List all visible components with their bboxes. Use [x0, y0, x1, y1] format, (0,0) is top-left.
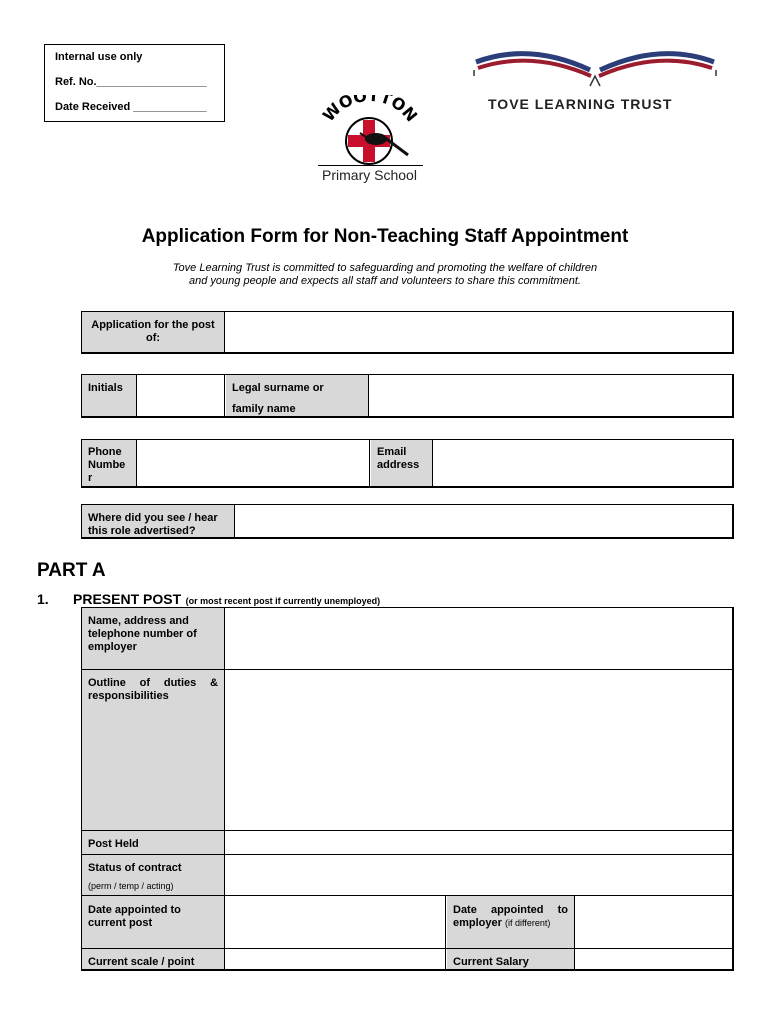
employer-input[interactable] [226, 608, 732, 669]
phone-label: Phone Numbe r [88, 446, 126, 484]
status-note: (perm / temp / acting) [88, 881, 174, 891]
section-number: 1. [37, 591, 49, 607]
surname-label-cell [226, 375, 369, 416]
duties-label-cell [82, 670, 225, 830]
surname-label-line1: Legal surname or [232, 382, 324, 394]
duties-label: Outline of duties & responsibilities [88, 677, 218, 702]
advert-label-cell [82, 505, 235, 537]
date-employer-label-cell [447, 896, 575, 948]
salary-input[interactable] [576, 949, 732, 969]
post-held-input[interactable] [226, 831, 732, 854]
trust-name: TOVE LEARNING TRUST [488, 96, 673, 112]
date-employer-note: (if different) [504, 918, 551, 928]
phone-input[interactable] [138, 440, 370, 486]
school-crest-icon [312, 95, 427, 170]
open-book-icon [470, 40, 720, 90]
date-current-label-cell [82, 896, 225, 948]
school-name: Primary School [322, 167, 417, 183]
internal-use-box [44, 44, 225, 122]
post-input[interactable] [226, 312, 732, 352]
phone-label-cell [82, 440, 137, 486]
post-row [81, 311, 734, 354]
ref-no-field[interactable]: Ref. No.__________________ [55, 76, 207, 88]
scale-input[interactable] [226, 949, 446, 969]
initials-label: Initials [88, 382, 123, 394]
date-employer-input[interactable] [576, 896, 732, 948]
internal-use-title: Internal use only [55, 51, 143, 63]
tove-trust-logo [470, 40, 720, 115]
present-post-table [81, 607, 734, 971]
duties-row [82, 669, 732, 830]
duties-input[interactable] [226, 670, 732, 830]
date-current-input[interactable] [226, 896, 446, 948]
date-received-field[interactable]: Date Received ____________ [55, 101, 207, 113]
status-row [82, 854, 732, 895]
dates-row [82, 895, 732, 948]
advert-input[interactable] [236, 505, 732, 537]
initials-input[interactable] [138, 375, 225, 416]
post-held-label-cell [82, 831, 225, 854]
email-input[interactable] [434, 440, 732, 486]
initials-label-cell [82, 375, 137, 416]
salary-label: Current Salary [453, 956, 529, 968]
section-note: (or most recent post if currently unemployed) [185, 596, 381, 606]
svg-text:WOOTTON: WOOTTON [318, 95, 422, 126]
employer-label: Name, address and telephone number of employer [88, 615, 197, 653]
employer-label-cell [82, 608, 225, 669]
school-logo [312, 95, 427, 190]
date-current-label: Date appointed to current post [88, 904, 181, 929]
email-label: Email address [377, 446, 420, 471]
scale-row [82, 948, 732, 969]
surname-input[interactable] [370, 375, 732, 416]
scale-label: Current scale / point [88, 956, 195, 968]
scale-label-cell [82, 949, 225, 969]
date-employer-label-wrap [447, 896, 574, 932]
status-input[interactable] [226, 855, 732, 895]
employer-row [82, 608, 732, 669]
status-label: Status of contract [88, 862, 182, 874]
email-label-cell [371, 440, 433, 486]
form-title: Application Form for Non-Teaching Staff Appointment [141, 226, 629, 247]
advert-row [81, 504, 734, 539]
status-label-cell [82, 855, 225, 895]
post-label: Application for the post of: [91, 319, 215, 344]
intro-line-2: and young people and expects all staff and volunteers to share this commitment. [189, 275, 581, 287]
salary-label-cell [447, 949, 575, 969]
name-row [81, 374, 734, 418]
post-label-cell [82, 312, 225, 352]
advert-label: Where did you see / hear this role advertised? [88, 512, 218, 537]
section-title: PRESENT POST [73, 591, 182, 607]
post-held-row [82, 830, 732, 854]
intro-line-1: Tove Learning Trust is committed to safeguarding and promoting the welfare of children [172, 262, 598, 274]
contact-row [81, 439, 734, 488]
surname-label-line2: family name [232, 403, 296, 415]
part-a-heading: PART A [37, 560, 106, 581]
date-employer-label: Date appointed to employer [453, 904, 568, 929]
post-held-label: Post Held [88, 838, 139, 850]
